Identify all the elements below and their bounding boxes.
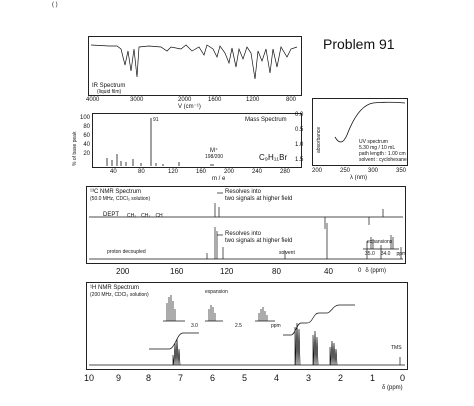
c13-x-unit-group	[358, 268, 386, 275]
c13-tick: 0	[358, 268, 362, 274]
problem-title: Problem 91	[323, 36, 395, 52]
uv-y-label: absorbance	[316, 126, 322, 153]
ms-tick: 80	[138, 169, 145, 175]
ms-y-tick: 100	[80, 115, 91, 121]
h1-tick: 0	[400, 373, 406, 383]
ir-label: IR Spectrum	[92, 83, 126, 89]
dept-type: CH₂	[127, 213, 137, 219]
uv-y-tick: 0.5	[295, 127, 304, 133]
c13-exp-tick: 35.0	[365, 251, 375, 257]
uv-y-tick: 1.5	[295, 157, 304, 163]
uv-info-line: 5.30 mg / 10 mL	[359, 145, 396, 151]
ms-formula: C₉H₁₁Br	[259, 153, 288, 162]
uv-tick: 250	[340, 168, 351, 174]
h1-x-unit: δ (ppm)	[382, 385, 403, 391]
h1-tick: 3	[306, 373, 312, 383]
ms-tick: 200	[224, 169, 235, 175]
c13-resolves-line: two signals at higher field	[225, 238, 293, 244]
dept-type: CH₃	[141, 213, 151, 219]
c13-resolves-note-2	[225, 231, 292, 245]
ir-tick: 800	[286, 97, 297, 103]
h1-expansion: expansion	[205, 289, 228, 295]
ms-y-tick: 60	[83, 133, 90, 139]
h1-exp-tick: ppm	[271, 323, 281, 329]
uv-x-unit: λ (nm)	[350, 175, 367, 181]
c13-exp-tick: ppm	[396, 251, 407, 257]
corner-mark: ( )	[52, 2, 58, 8]
ms-x-axis	[92, 169, 302, 176]
ir-tick: 1600	[208, 97, 222, 103]
h1-nmr-panel	[86, 282, 408, 370]
h1-tick: 2	[338, 373, 344, 383]
uv-y-tick: 1.0	[295, 142, 304, 148]
c13-exp-axis	[365, 251, 406, 257]
uv-y-tick: 0.0	[295, 112, 304, 118]
c13-resolves-line: two signals at higher field	[225, 196, 293, 202]
c13-tick: 120	[220, 267, 234, 276]
ms-tick: 280	[280, 169, 291, 175]
ms-molecular-ion: M⁺	[210, 148, 219, 154]
mass-spectrum-panel	[92, 113, 302, 168]
ms-molecular-ion-value: 198/200	[205, 154, 224, 160]
c13-tick: 160	[170, 267, 184, 276]
dept-type: CH	[155, 213, 163, 219]
h1-tick: 1	[370, 373, 376, 383]
ir-x-axis	[86, 97, 302, 104]
ms-y-tick: 40	[83, 142, 90, 148]
c13-expansions: expansions	[367, 239, 393, 245]
ir-tick: 1200	[246, 97, 260, 103]
h1-tick: 9	[116, 373, 122, 383]
uv-info-line: solvent : cyclohexane	[359, 157, 407, 163]
c13-resolves-line: Resolves into	[225, 189, 262, 195]
c13-tick: 200	[116, 267, 130, 276]
ms-tick: 120	[168, 169, 179, 175]
ir-tick: 3000	[130, 97, 144, 103]
c13-solvent: solvent	[279, 250, 295, 256]
uv-spectrum-panel	[312, 98, 408, 166]
ms-x-unit: m / e	[212, 176, 226, 182]
h1-label: ¹H NMR Spectrum	[90, 285, 140, 291]
ir-tick: 4000	[86, 97, 100, 103]
c13-resolves-line: Resolves into	[225, 231, 262, 237]
h1-tick: 7	[178, 373, 184, 383]
uv-info	[359, 139, 407, 163]
c13-proton-decoupled: proton decoupled	[107, 249, 146, 255]
c13-nmr-panel	[86, 186, 406, 264]
ms-tick: 160	[196, 169, 207, 175]
ms-tick: 240	[252, 169, 263, 175]
h1-exp-tick: 2.5	[235, 323, 242, 329]
ms-base-peak: 91	[153, 117, 159, 123]
c13-tick: 80	[272, 267, 281, 276]
c13-conditions: (50.0 MHz, CDCl₃ solution)	[90, 196, 151, 202]
ms-title: Mass Spectrum	[245, 117, 287, 123]
c13-resolves-note-1	[225, 189, 292, 203]
h1-tick: 10	[84, 373, 95, 383]
uv-tick: 300	[368, 168, 379, 174]
ms-y-tick: 20	[83, 151, 90, 157]
ms-y-label: % of base peak	[72, 131, 78, 166]
ir-sample: (liquid film)	[97, 89, 122, 95]
c13-dept-label: DEPT	[103, 212, 120, 218]
ir-x-unit: V (cm⁻¹)	[178, 104, 201, 110]
h1-x-axis	[84, 373, 414, 383]
uv-x-axis	[312, 168, 412, 175]
c13-label: ¹³C NMR Spectrum	[90, 189, 142, 195]
c13-x-unit: δ (ppm)	[365, 268, 387, 274]
h1-tick: 4	[274, 373, 280, 383]
ir-tick: 2000	[178, 97, 192, 103]
c13-tick: 40	[324, 267, 333, 276]
ir-spectrum-panel	[88, 36, 302, 96]
uv-info-line: path length : 1.00 cm	[359, 151, 406, 157]
c13-exp-tick: 34.0	[380, 251, 391, 257]
h1-tms: TMS	[391, 345, 402, 351]
uv-info-line: UV spectrum	[359, 139, 388, 145]
ms-y-tick: 80	[83, 124, 90, 130]
uv-tick: 200	[312, 168, 323, 174]
ms-tick: 40	[110, 169, 117, 175]
h1-exp-tick: 3.0	[191, 323, 198, 329]
uv-tick: 350	[396, 168, 407, 174]
h1-tick: 6	[210, 373, 216, 383]
c13-dept-types	[127, 213, 163, 219]
h1-conditions: (200 MHz, CDCl₃ solution)	[90, 292, 149, 298]
h1-tick: 8	[146, 373, 152, 383]
h1-tick: 5	[242, 373, 248, 383]
